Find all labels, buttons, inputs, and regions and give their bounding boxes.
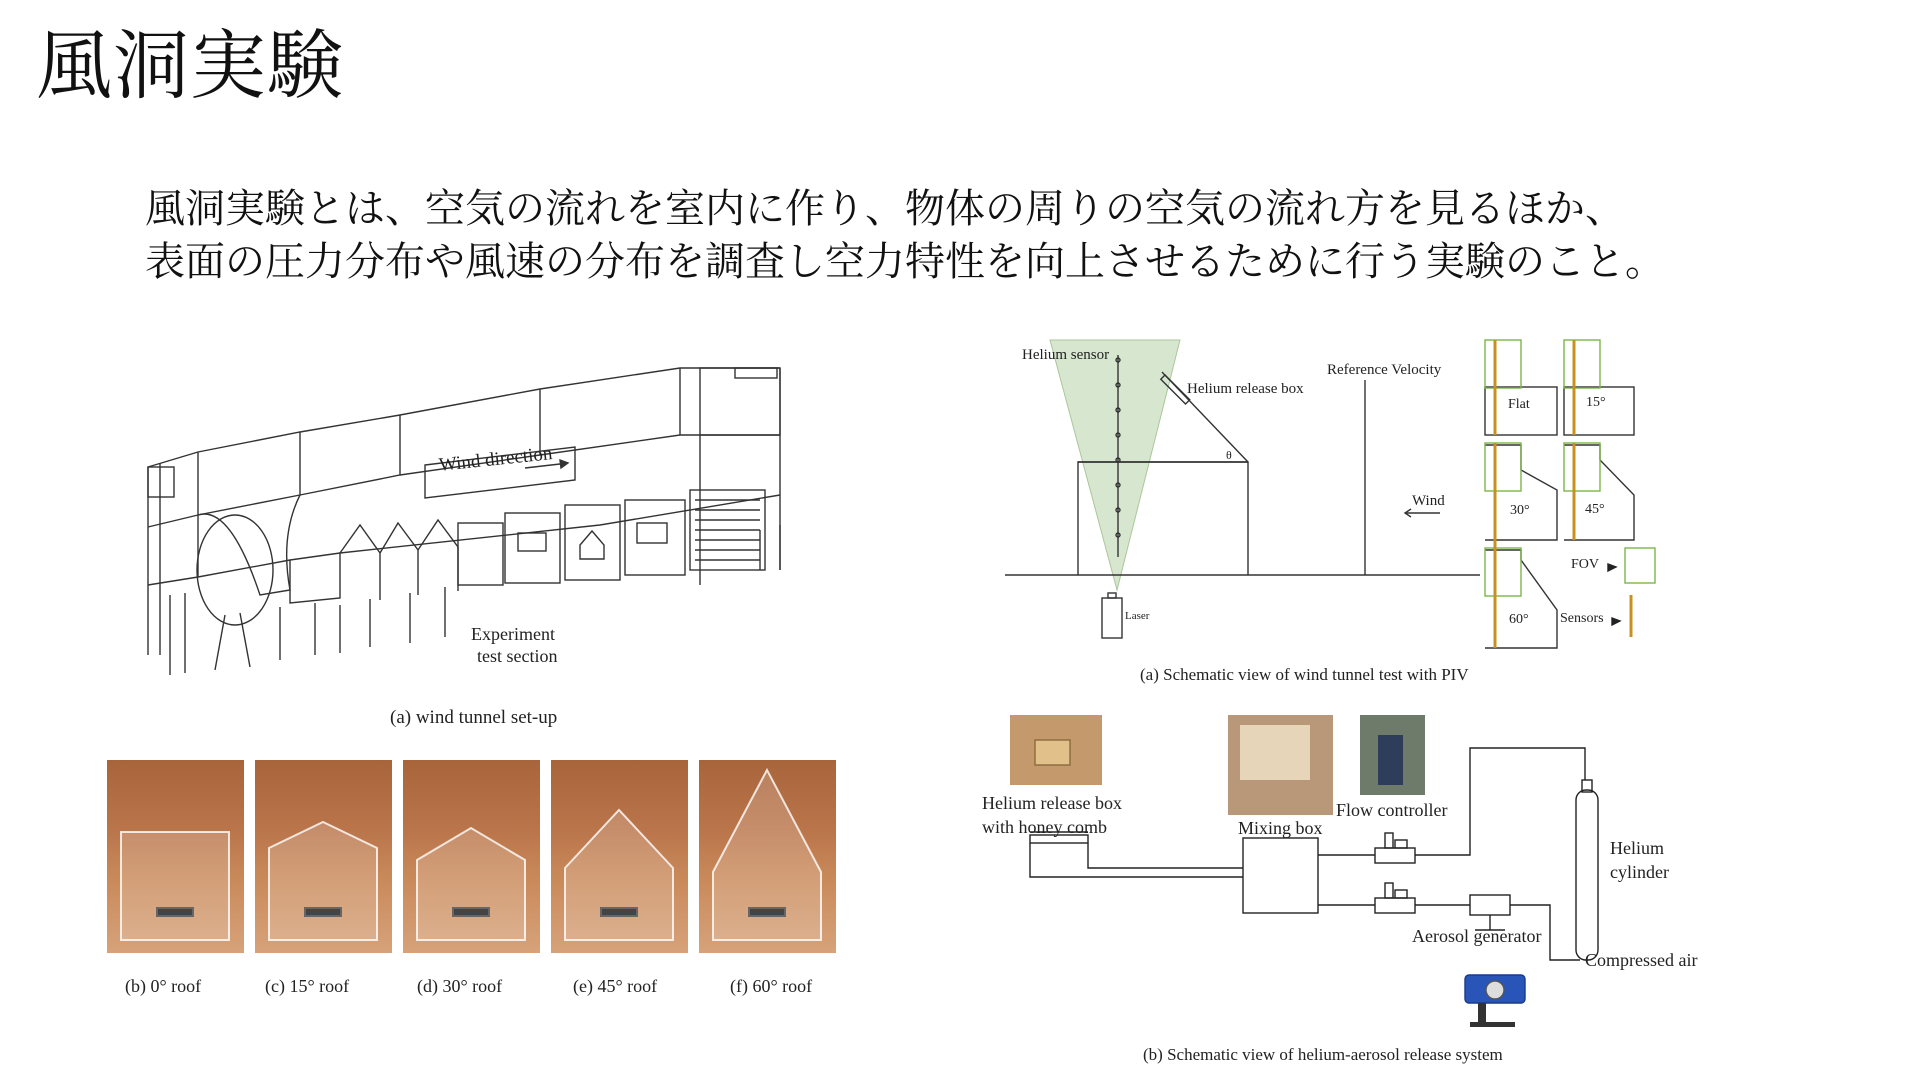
wind-tunnel-drawing xyxy=(140,355,800,685)
roof-30-label: 30° xyxy=(1510,503,1530,518)
wind-label: Wind xyxy=(1412,493,1445,509)
laser-label: Laser xyxy=(1125,610,1150,622)
flow-controller-label: Flow controller xyxy=(1336,800,1448,820)
model-caption-30: (d) 30° roof xyxy=(417,976,503,996)
helium-release-box-label: Helium release box xyxy=(1187,381,1304,397)
model-photo-0 xyxy=(107,760,244,953)
fov-label: FOV xyxy=(1571,557,1600,572)
release-system-caption: (b) Schematic view of helium-aerosol release system xyxy=(1143,1045,1503,1064)
model-photo-45 xyxy=(551,760,688,953)
model-caption-60: (f) 60° roof xyxy=(730,976,813,996)
wind-direction-label: Wind direction xyxy=(438,443,554,476)
release-system-schematic xyxy=(982,710,1730,1040)
reference-velocity-label: Reference Velocity xyxy=(1327,362,1442,378)
aerosol-generator-label: Aerosol generator xyxy=(1412,926,1542,946)
helium-cylinder-label-2: cylinder xyxy=(1610,862,1669,882)
honey-comb-label-1: Helium release box xyxy=(982,793,1122,813)
model-caption-0: (b) 0° roof xyxy=(125,976,202,996)
slide-title: 風洞実験 xyxy=(36,21,344,110)
honey-comb-label-2: with honey comb xyxy=(982,817,1107,837)
helium-cylinder-label-1: Helium xyxy=(1610,838,1664,858)
piv-caption: (a) Schematic view of wind tunnel test with PIV xyxy=(1140,665,1469,684)
compressed-air-label: Compressed air xyxy=(1585,950,1698,970)
piv-schematic xyxy=(1000,335,1680,655)
model-photo-30 xyxy=(403,760,540,953)
description-line-1: 風洞実験とは、空気の流れを室内に作り、物体の周りの空気の流れ方を見るほか、 xyxy=(145,186,1625,232)
roof-15-label: 15° xyxy=(1586,395,1606,410)
description-line-2: 表面の圧力分布や風速の分布を調査し空力特性を向上させるために行う実験のこと。 xyxy=(145,239,1665,285)
wind-tunnel-caption: (a) wind tunnel set-up xyxy=(390,707,558,728)
mixing-box-label: Mixing box xyxy=(1238,818,1323,838)
theta-label: θ xyxy=(1226,448,1232,462)
helium-sensor-label: Helium sensor xyxy=(1022,347,1110,363)
roof-60-label: 60° xyxy=(1509,612,1529,627)
model-photo-60 xyxy=(699,760,836,953)
experiment-label-2: test section xyxy=(477,646,558,666)
roof-flat-label: Flat xyxy=(1508,397,1530,412)
model-photo-15 xyxy=(255,760,392,953)
roof-45-label: 45° xyxy=(1585,502,1605,517)
model-caption-15: (c) 15° roof xyxy=(265,976,350,996)
model-caption-45: (e) 45° roof xyxy=(573,976,658,996)
sensors-label: Sensors xyxy=(1560,611,1604,626)
experiment-label-1: Experiment xyxy=(471,624,555,644)
